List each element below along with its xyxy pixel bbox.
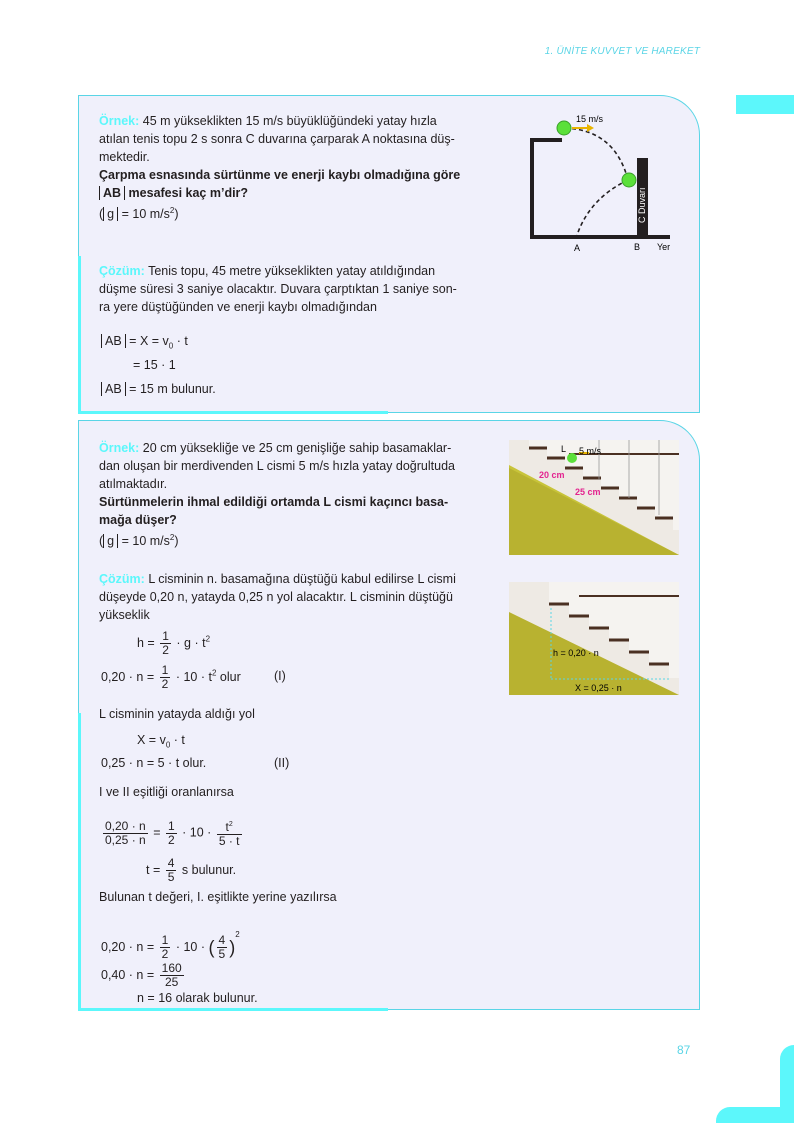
subscript: 0 (165, 740, 171, 750)
numerator: 4 (218, 933, 226, 948)
point-a: A (574, 243, 581, 253)
numerator: 0,20 · n (105, 818, 146, 833)
wall-collision-figure (520, 108, 690, 256)
equation-II: 0,25 · n = 5 · t olur. (101, 756, 207, 770)
exponent: 2 (235, 930, 240, 939)
eq-text: · 10 · (175, 940, 206, 954)
text-line: L cisminin n. basamağına düştüğü kabul edilirse L cismi (148, 572, 456, 586)
numerator: 4 (167, 856, 175, 870)
speed-label: 15 m/s (576, 114, 604, 124)
text-ratio: I ve II eşitliği oranlanırsa (99, 785, 234, 799)
stairs-photo-1 (509, 440, 679, 555)
ground-label: Yer (657, 242, 671, 252)
text-line: yükseklik (99, 608, 150, 622)
numerator: 1 (167, 818, 175, 833)
h-label: h = 0,20 · n (553, 648, 599, 658)
page-number: 87 (677, 1043, 691, 1057)
example1-solution (99, 262, 499, 316)
arrow-head (587, 124, 594, 132)
exponent: 2 (228, 821, 233, 828)
solution-label: Çözüm: (99, 264, 145, 278)
denominator: 5 (218, 947, 226, 962)
eq-text: olur (219, 669, 241, 684)
question-line: Çarpma esnasında sürtünme ve enerji kaybı olmadığına göre (99, 168, 461, 182)
equation-1 (101, 332, 188, 356)
eq-text: · g · t (176, 635, 206, 650)
paren: ( (99, 207, 104, 222)
equation-I (101, 664, 241, 691)
equation-3 (101, 380, 216, 398)
eq-text: · t (176, 334, 188, 348)
t-symbol: t (225, 820, 229, 834)
fraction-160-25 (160, 962, 184, 989)
paren-close: ) (229, 937, 236, 958)
text-line: düşeyde 0,20 n, yatayda 0,25 n yol alacaktır. L cisminin düştüğü (99, 590, 453, 604)
accent-bar (78, 256, 81, 413)
text-line: atılan tenis topu 2 s sonra C duvarına çarparak A noktasına düş- (99, 132, 455, 146)
chapter-header: 1. ÜNİTE KUVVET VE HAREKET (544, 46, 700, 57)
numerator (217, 818, 242, 835)
eq-text: · 10 · (182, 825, 212, 840)
eq-text: · t (173, 733, 185, 747)
tag-I: (I) (274, 669, 286, 683)
denominator: 2 (162, 643, 169, 657)
equation-2: = 15 · 1 (133, 358, 176, 372)
text-line: ra yere düştüğünden ve enerji kaybı olmadığından (99, 300, 377, 314)
question-line: Sürtünmelerin ihmal edildiği ortamda L cismi kaçıncı basa- (99, 495, 449, 509)
accent-bar (78, 1008, 388, 1011)
exponent: 2 (169, 206, 175, 215)
body-label: L (561, 444, 567, 454)
denominator: 2 (167, 832, 175, 847)
eq-text: = X = v (129, 334, 169, 348)
numerator: 1 (161, 933, 169, 948)
denominator: 5 (167, 870, 175, 884)
eq-text: 0,40 · n = (101, 967, 155, 982)
fraction-ratio (103, 820, 148, 847)
denominator: 2 (161, 947, 169, 962)
denominator: 2 (161, 677, 169, 691)
g-vector (103, 534, 118, 548)
point-b: B (634, 242, 641, 252)
text-line: atılmaktadır. (99, 477, 168, 491)
abs-ab: AB (99, 186, 125, 200)
trajectory-1 (565, 128, 628, 180)
eq-text: = 15 m bulunur. (129, 382, 216, 396)
eq-text: 0,20 · n = (101, 669, 155, 684)
denominator: 0,25 · n (105, 832, 146, 847)
paren: ( (99, 534, 104, 549)
abs-ab: AB (101, 334, 126, 348)
given-value: = 10 m/s (121, 534, 170, 549)
equation-ratio: $\frac{0,20 \cdot n}{0,25 \cdot n}$ = $\frac{1}{2}$ · 10 · $\frac{t^2}{5 \cdot t}$ (105, 818, 240, 848)
cliff-top (530, 138, 562, 142)
exponent: 2 (205, 634, 211, 644)
fraction-four-fifths (166, 857, 177, 884)
text-line: mektedir. (99, 150, 150, 164)
paren-open: ( (208, 937, 215, 958)
eq-text: h = (137, 635, 155, 650)
equation-b (101, 962, 186, 989)
fraction-half (160, 664, 171, 691)
example-label: Örnek: (99, 114, 140, 128)
exponent: 2 (211, 668, 217, 678)
accent-bar (78, 411, 388, 414)
run-label: 25 cm (575, 487, 601, 497)
ground-line (530, 235, 670, 239)
eq-text: 0,20 · n = (101, 940, 155, 954)
question-line: mağa düşer? (99, 513, 177, 527)
eq-text: · 10 · t (175, 669, 212, 684)
numerator: 160 (161, 961, 182, 975)
eq-text: s bulunur. (181, 862, 237, 877)
subscript: 0 (168, 341, 174, 351)
denominator: 25 (164, 975, 179, 989)
paren: ) (174, 534, 179, 549)
tag-II: (II) (274, 756, 290, 770)
text-substitute: Bulunan t değeri, I. eşitlikte yerine yazılırsa (99, 890, 337, 904)
numerator: 1 (162, 629, 169, 643)
text-line: 20 cm yüksekliğe ve 25 cm genişliğe sahip basamaklar- (142, 441, 452, 455)
text-horizontal: L cisminin yatayda aldığı yol (99, 707, 255, 721)
equation-c: n = 16 olarak bulunur. (137, 991, 258, 1005)
g-vector (103, 207, 118, 221)
g-symbol: g (107, 207, 115, 222)
example-label: Örnek: (99, 441, 140, 455)
fraction-half (160, 934, 171, 961)
eq-text: t = (146, 862, 161, 877)
example1-text (99, 112, 499, 223)
fraction-four-fifths (217, 934, 228, 961)
solution-label: Çözüm: (99, 572, 145, 586)
eq-text: X = v (137, 733, 166, 747)
equation-a (101, 926, 240, 961)
body-l (567, 453, 577, 463)
example2-solution (99, 570, 499, 624)
paren: ) (174, 207, 179, 222)
abs-ab: AB (101, 382, 126, 396)
fraction-half (166, 820, 177, 847)
chapter-tab (736, 95, 794, 114)
denominator: 5 · t (218, 834, 240, 848)
rise-label: 20 cm (539, 470, 565, 480)
numerator: 1 (161, 663, 169, 677)
equation-t (146, 857, 236, 884)
cliff-wall (530, 138, 534, 238)
trajectory-2 (577, 180, 628, 235)
equation-x (137, 731, 185, 755)
equation-h (137, 630, 210, 657)
ball-hit (622, 173, 636, 187)
ball-start (557, 121, 571, 135)
x-label: X = 0,25 · n (575, 683, 622, 693)
text-line: 45 m yükseklikten 15 m/s büyüklüğündeki yatay hızla (142, 114, 437, 128)
stairs-photo-2 (509, 582, 679, 695)
text-line: düşme süresi 3 saniye olacaktır. Duvara çarptıktan 1 saniye son- (99, 282, 457, 296)
given-value: = 10 m/s (121, 207, 170, 222)
text-line: Tenis topu, 45 metre yükseklikten yatay atıldığından (148, 264, 436, 278)
corner-decoration (716, 1107, 794, 1123)
fraction-half (160, 630, 171, 657)
fraction-t (217, 818, 242, 848)
speed-label: 5 m/s (579, 446, 602, 456)
wall-label: C Duvarı (637, 187, 647, 223)
exponent: 2 (169, 533, 175, 542)
g-symbol: g (107, 534, 115, 549)
question-line: mesafesi kaç m’dir? (128, 186, 249, 200)
accent-bar (78, 713, 81, 1010)
example2-text (99, 439, 499, 550)
text-line: dan oluşan bir merdivenden L cismi 5 m/s hızla yatay doğrultuda (99, 459, 455, 473)
